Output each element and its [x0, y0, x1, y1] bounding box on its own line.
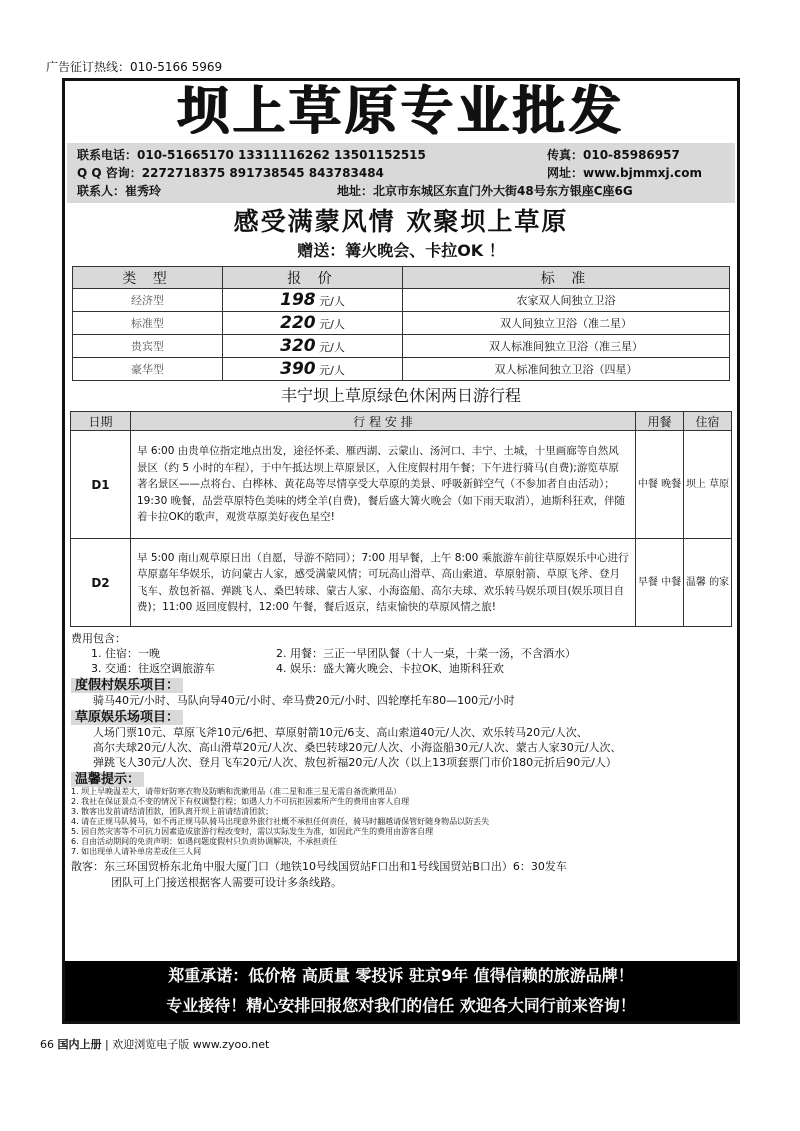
list-item: 5. 因自然灾害等不可抗力因素造成旅游行程改变时，需以实际发生为准，如因此产生的费用由游客自理: [71, 827, 434, 836]
list-item: 7. 如出现单人请补单房差或住三人间: [71, 847, 202, 856]
contact-website[interactable]: 网址：www.bjmmxj.com: [547, 166, 703, 180]
fee-item: 3. 交通：往返空调旅游车: [91, 662, 215, 675]
contact-qq: Q Q 咨询：2272718375 891738545 843783484: [77, 166, 384, 180]
price-standard: 农家双人间独立卫浴: [403, 289, 730, 312]
itinerary-stay: 坝上 草原: [684, 431, 732, 539]
resort-text: 骑马40元/小时、马队向导40元/小时、牵马费20元/小时、四轮摩托车80—100元/小时: [93, 694, 515, 707]
fee-item: 1. 住宿：一晚: [91, 647, 160, 660]
details-section: [71, 631, 731, 891]
price-table: [72, 266, 730, 381]
itinerary-title: 丰宁坝上草原绿色休闲两日游行程: [280, 386, 521, 405]
price-header-price: 报 价: [223, 267, 403, 289]
grassland-heading: 草原娱乐场项目：: [71, 710, 183, 725]
footer-site[interactable]: 欢迎浏览电子版 www.zyoo.net: [112, 1038, 270, 1051]
itinerary-meals: 中餐 晚餐: [636, 431, 684, 539]
promise-banner: [65, 961, 737, 1021]
slogan: 感受满蒙风情 欢聚坝上草原: [233, 207, 569, 236]
list-item: 4. 请在正规马队骑马，如不再正规马队骑马出现意外旅行社概不承担任何责任，骑马时翻越请保管好随身物品以防丢失: [71, 817, 490, 826]
grassland-line: 高尔夫球20元/人次、高山滑草20元/人次、桑巴转球20元/人次、小海盗船30元/人次、蒙古人家30元/人次、: [93, 741, 622, 754]
ad-hotline: 广告征订热线：010-5166 5969: [46, 60, 223, 74]
promise-line: 郑重承诺：低价格 高质量 零投诉 驻京9年 值得信赖的旅游品牌！: [168, 966, 634, 985]
page-footer: 66 国内上册 | 欢迎浏览电子版 www.zyoo.net: [40, 1038, 270, 1051]
list-item: 6. 自由活动期间的免责声明：如遇问题度假村只负责协调解决，不承担责任: [71, 837, 338, 846]
disperse-line: 东三环国贸桥东北角中服大厦门口（地铁10号线国贸站F口出和1号线国贸站B口出）6：30发车: [104, 860, 567, 873]
itinerary-stay: 温馨 的家: [684, 539, 732, 627]
price-type: 豪华型: [73, 358, 223, 381]
page-number: 66: [40, 1038, 54, 1051]
price-type: 经济型: [73, 289, 223, 312]
table-row: [73, 312, 730, 335]
tips-heading: 温馨提示：: [71, 772, 144, 787]
itinerary-meals: 早餐 中餐: [636, 539, 684, 627]
gift-line: 赠送：篝火晚会、卡拉OK ！: [297, 241, 505, 260]
footer-section: 国内上册: [57, 1038, 102, 1051]
price-value: 320 元/人: [223, 335, 403, 358]
price-header-type: 类 型: [73, 267, 223, 289]
disperse-line: 团队可上门接送根据客人需要可设计多条线路。: [111, 876, 342, 889]
resort-heading: 度假村娱乐项目：: [71, 678, 183, 693]
disperse-heading: 散客：: [71, 860, 104, 873]
fee-item: 4. 娱乐：盛大篝火晚会、卡拉OK、迪斯科狂欢: [276, 662, 504, 675]
contact-block: [67, 143, 735, 203]
list-item: 2. 我社在保证景点不变的情况下有权调整行程；如遇人力不可抗拒因素所产生的费用由客人自理: [71, 797, 410, 806]
itinerary-day: D2: [71, 539, 131, 627]
itinerary-header-meals: 用餐: [636, 412, 684, 431]
fees-heading: 费用包含：: [71, 632, 126, 645]
grassland-line: 弹跳飞人30元/人次、登月飞车20元/人次、敖包祈福20元/人次（以上13项套票门市价180元折后90元/人）: [93, 756, 617, 769]
price-type: 贵宾型: [73, 335, 223, 358]
price-standard: 双人标准间独立卫浴（四星）: [403, 358, 730, 381]
price-standard: 双人标准间独立卫浴（准三星）: [403, 335, 730, 358]
tips-list: [71, 787, 731, 857]
list-item: 1. 坝上早晚温差大，请带好防寒衣物及防晒和洗漱用品（准二星和准三星无需自备洗漱用品）: [71, 787, 402, 796]
ad-frame: [62, 78, 740, 1024]
price-type: 标准型: [73, 312, 223, 335]
table-row: [73, 289, 730, 312]
contact-person: 联系人：崔秀玲: [77, 184, 162, 198]
table-row: [73, 335, 730, 358]
disperse-section: [71, 859, 731, 891]
price-standard: 双人间独立卫浴（准二星）: [403, 312, 730, 335]
itinerary-table: [70, 411, 732, 627]
price-header-standard: 标 准: [403, 267, 730, 289]
price-value: 390 元/人: [223, 358, 403, 381]
itinerary-header-plan: 行 程 安 排: [131, 412, 636, 431]
grassland-line: 人场门票10元、草原飞斧10元/6把、草原射箭10元/6支、高山索道40元/人次、欢乐转马20元/人次、: [93, 726, 588, 739]
itinerary-header-stay: 住宿: [684, 412, 732, 431]
contact-address: 地址：北京市东城区东直门外大街48号东方银座C座6G: [337, 184, 633, 198]
price-value: 198 元/人: [223, 289, 403, 312]
price-value: 220 元/人: [223, 312, 403, 335]
itinerary-desc: 早 6:00 由贵单位指定地点出发，途径怀柔、雁西湖、云蒙山、汤河口、丰宁、土城，十里画廊等自然风景区（约 5 小时的车程），于中午抵达坝上草原景区，入住度假村用午餐；下午进行骑马(自费);游览草原著名景区——点将台、白桦林、黄花岛等尽情享受大草原的美景、呼吸新鲜空气（不参加者自由活动）；19:30 晚餐，品尝草原特色美味的烤全羊(自费)，餐后盛大篝火晚会（如下雨天取消），迪斯科狂欢，伴随着卡拉OK的歌声，观赏草原美好夜色星空!: [131, 431, 636, 539]
itinerary-day: D1: [71, 431, 131, 539]
fee-item: 2. 用餐：三正一早团队餐（十人一桌，十菜一汤，不含酒水）: [276, 647, 576, 660]
promise-line: 专业接待！精心安排回报您对我们的信任 欢迎各大同行前来咨询！: [166, 996, 636, 1015]
contact-fax: 传真：010-85986957: [547, 148, 680, 162]
contact-phone: 联系电话：010-51665170 13311116262 13501152515: [77, 148, 426, 162]
itinerary-desc: 早 5:00 南山观草原日出（自愿，导游不陪同）；7:00 用早餐，上午 8:00 乘旅游车前往草原娱乐中心进行草原嘉年华娱乐，访问蒙古人家，感受满蒙风情；可玩高山滑草、高山索道、草原射箭、草原飞斧、登月飞车、敖包祈福、弹跳飞人、桑巴转球、蒙古人家、小海盗船、高尔夫球、欢乐转马娱乐项目(娱乐项目自费)；11:00 返回度假村，12:00 午餐，餐后返京，结束愉快的草原风情之旅!: [131, 539, 636, 627]
itinerary-header-date: 日期: [71, 412, 131, 431]
table-row: [71, 431, 732, 539]
page-title: 坝上草原专业批发: [176, 82, 625, 142]
table-row: [73, 358, 730, 381]
table-row: [71, 539, 732, 627]
list-item: 3. 散客出发前请结清团款，团队离开坝上前请结清团款；: [71, 807, 274, 816]
